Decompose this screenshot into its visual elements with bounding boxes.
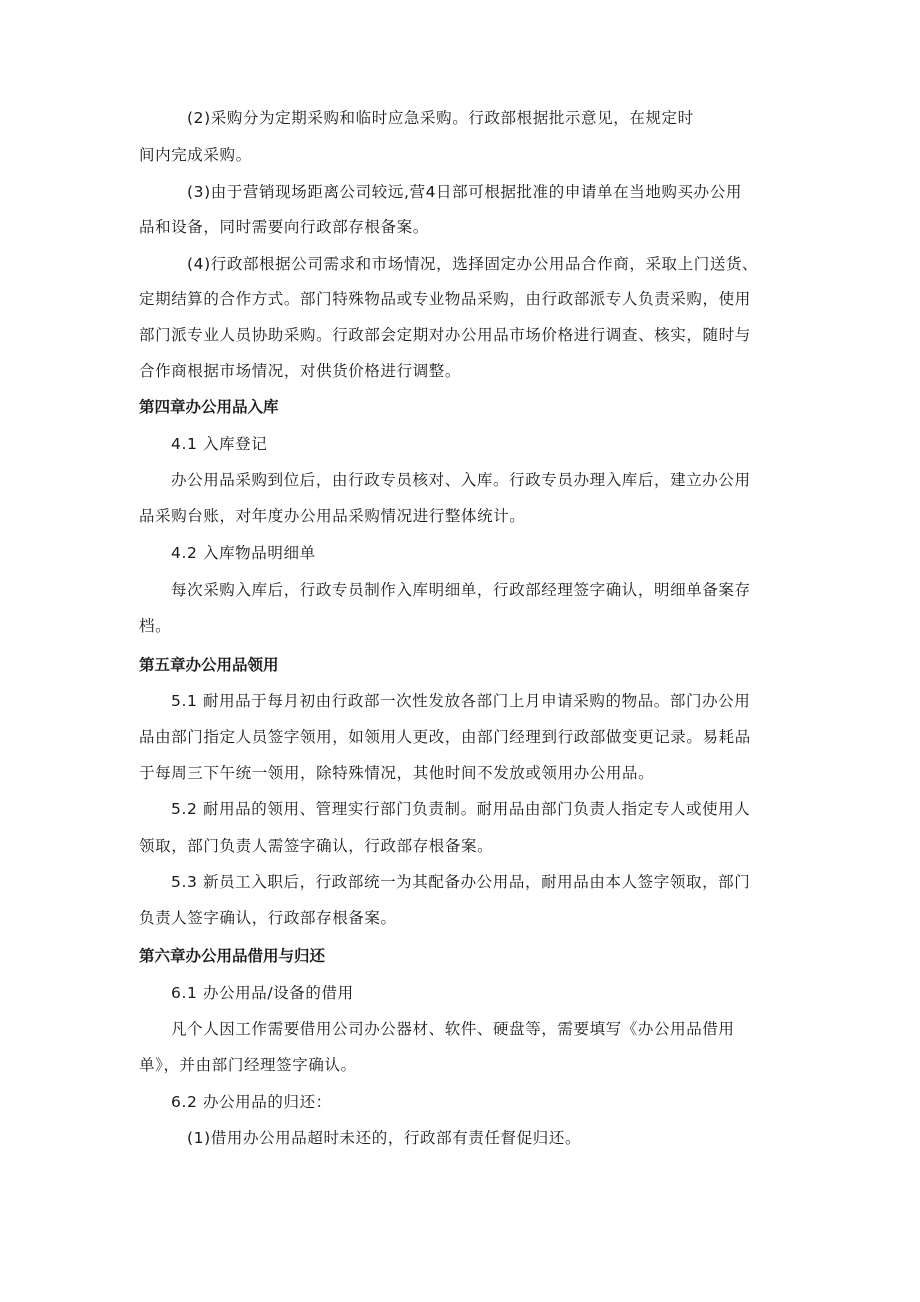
chapter-heading: 第六章办公用品借用与归还 [139,947,326,965]
paragraph-line: 办公用品采购到位后，由行政专员核对、入库。行政专员办理入库后，建立办公用 [171,471,751,489]
section-heading: 6.1 办公用品/设备的借用 [171,984,354,1002]
paragraph-line: 部门派专业人员协助采购。行政部会定期对办公用品市场价格进行调查、核实，随时与 [139,326,751,344]
paragraph-line: 于每周三下午统一领用，除特殊情况，其他时间不发放或领用办公用品。 [139,764,655,782]
paragraph-line: 品和设备，同时需要向行政部存根备案。 [139,218,429,236]
paragraph-line: 单》，并由部门经理签字确认。 [139,1056,357,1074]
paragraph-line: 领取，部门负责人需签字确认，行政部存根备案。 [139,837,494,855]
paragraph-line: 负责人签字确认，行政部存根备案。 [139,909,397,927]
section-heading: 4.2 入库物品明细单 [171,544,316,562]
paragraph-line: 间内完成采购。 [139,146,252,164]
paragraph-line: 5.2 耐用品的领用、管理实行部门负责制。耐用品由部门负责人指定专人或使用人 [171,800,751,818]
paragraph-line: 每次采购入库后，行政专员制作入库明细单，行政部经理签字确认，明细单备案存 [171,581,751,599]
paragraph-line: 品采购台账，对年度办公用品采购情况进行整体统计。 [139,507,526,525]
paragraph-line: 品由部门指定人员签字领用，如领用人更改，由部门经理到行政部做变更记录。易耗品 [139,728,751,746]
paragraph-line: 定期结算的合作方式。部门特殊物品或专业物品采购，由行政部派专人负责采购，使用 [139,290,751,308]
paragraph-line: 合作商根据市场情况，对供货价格进行调整。 [139,362,462,380]
section-heading: 4.1 入库登记 [171,435,268,453]
paragraph-line: 5.3 新员工入职后，行政部统一为其配备办公用品，耐用品由本人签字领取，部门 [171,873,751,891]
chapter-heading: 第五章办公用品领用 [139,656,279,674]
chapter-heading: 第四章办公用品入库 [139,398,279,416]
paragraph-line: (2)采购分为定期采购和临时应急采购。行政部根据批示意见，在规定时 [187,109,694,127]
paragraph-line: (1)借用办公用品超时未还的，行政部有责任督促归还。 [187,1129,582,1147]
paragraph-line: 档。 [139,617,172,635]
paragraph-line: 凡个人因工作需要借用公司办公器材、软件、硬盘等，需要填写《办公用品借用 [171,1020,735,1038]
paragraph-line: (3)由于营销现场距离公司较远,营4日部可根据批准的申请单在当地购买办公用 [187,183,742,201]
paragraph-line: 5.1 耐用品于每月初由行政部一次性发放各部门上月申请采购的物品。部门办公用 [171,692,751,710]
paragraph-line: (4)行政部根据公司需求和市场情况，选择固定办公用品合作商，采取上门送货、 [187,255,759,273]
section-heading: 6.2 办公用品的归还： [171,1093,332,1111]
